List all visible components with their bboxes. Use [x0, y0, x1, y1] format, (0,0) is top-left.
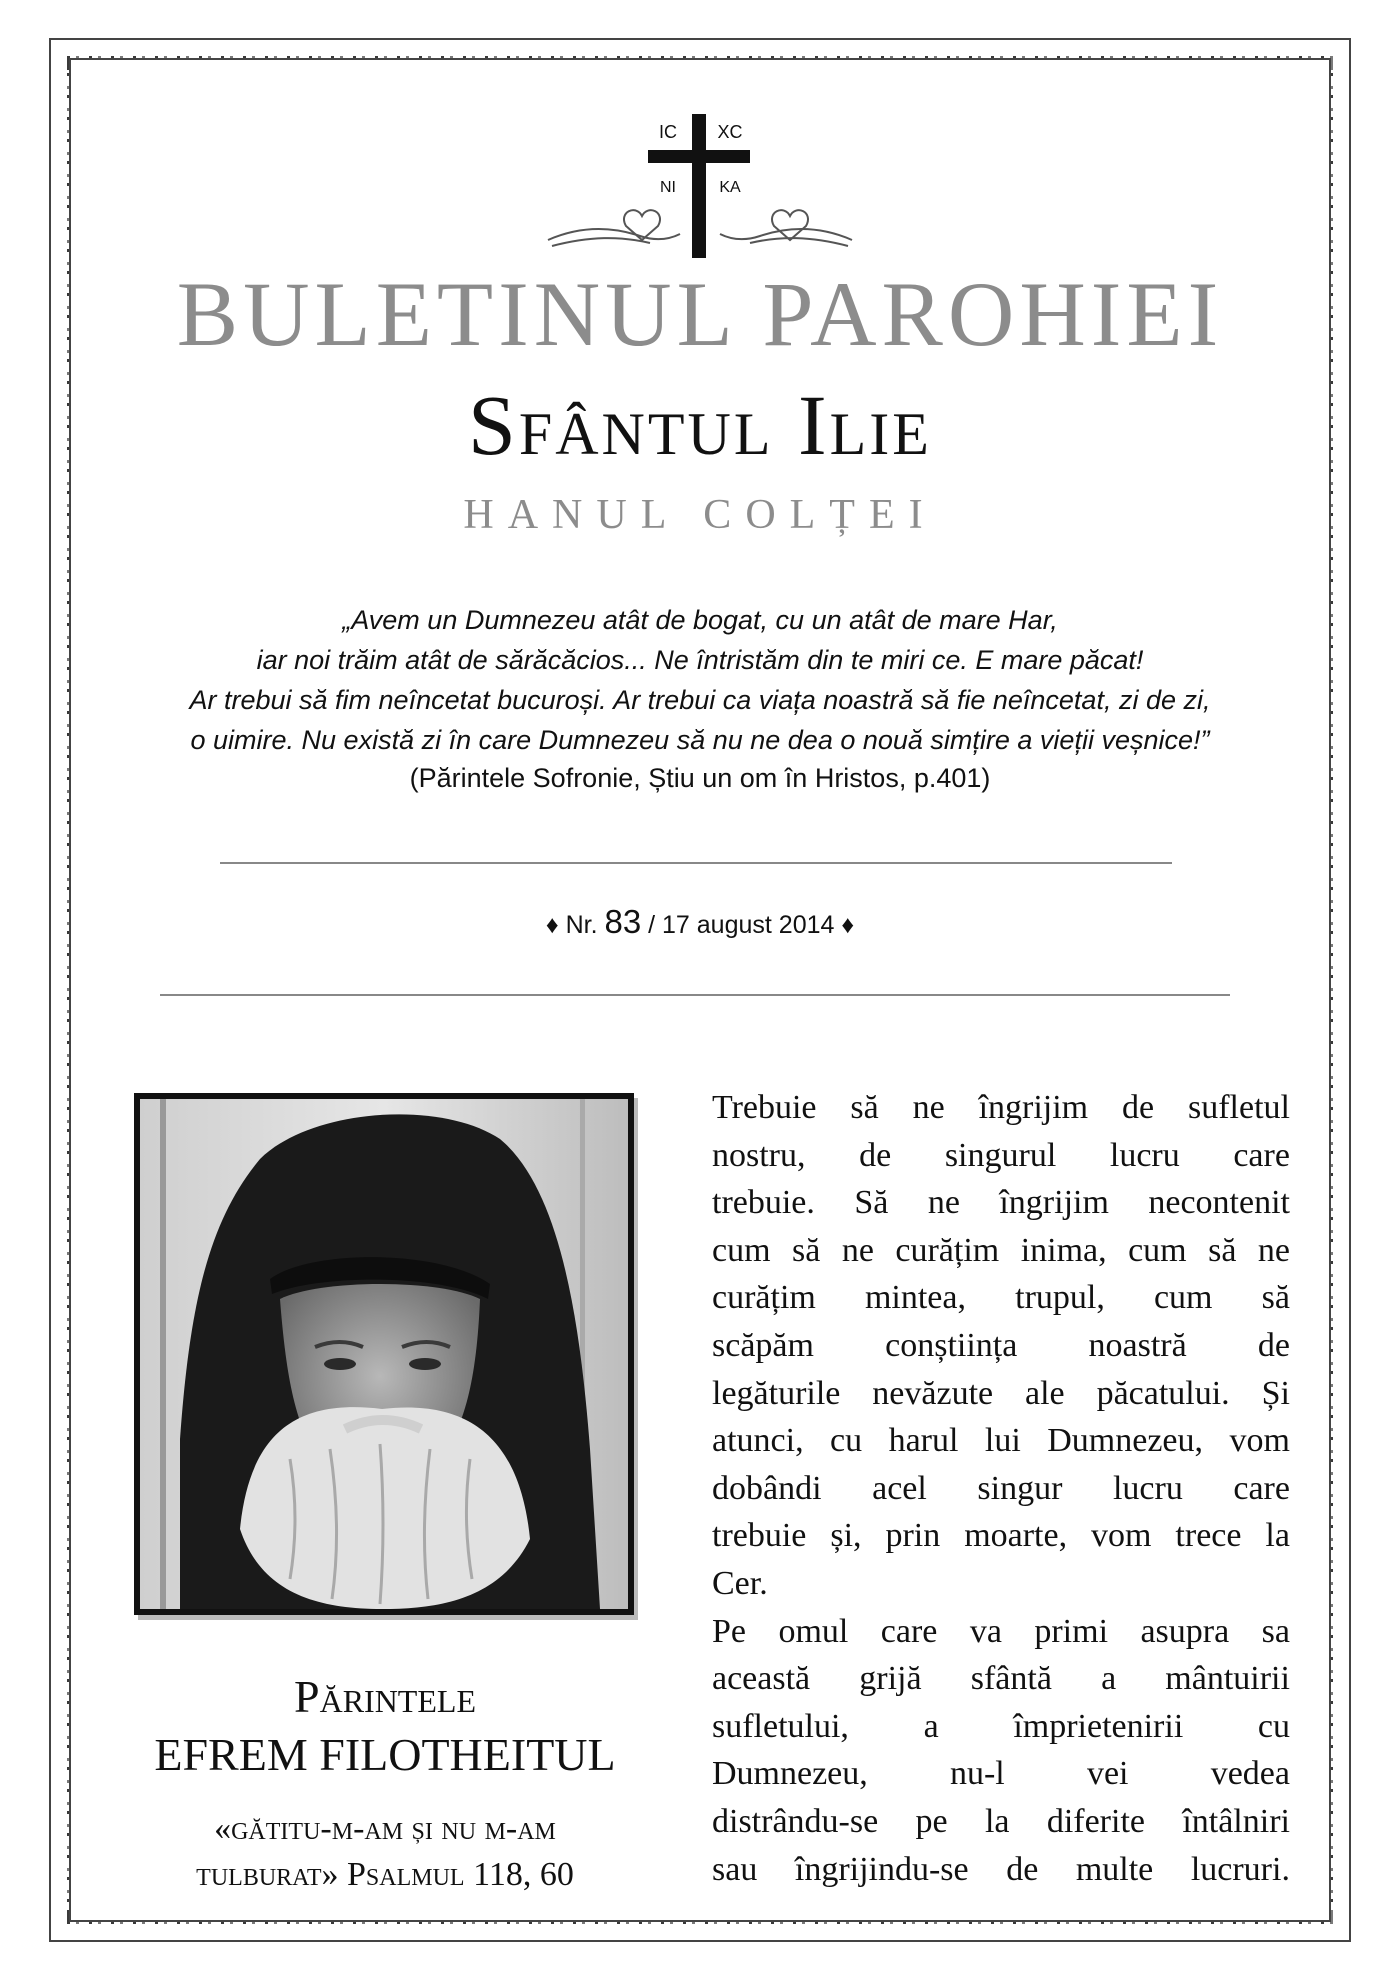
text-line: scăpăm conștiința noastră de	[712, 1326, 1290, 1364]
issue-prefix: ♦ Nr.	[545, 911, 605, 939]
emblem-ka: KA	[719, 179, 741, 196]
text-line: curățim mintea, trupul, cum să	[712, 1279, 1290, 1317]
text-line: distrându-se pe la diferite întâlniri	[712, 1802, 1290, 1840]
text-line: Cer.	[712, 1564, 768, 1602]
text-line: trebuie. Să ne îngrijim necontenit	[712, 1184, 1290, 1222]
quote-citation: (Părintele Sofronie, Știu un om în Hristos, p.401)	[409, 763, 991, 793]
text-line: legăturile nevăzute ale păcatului. Și	[712, 1374, 1290, 1412]
quote-line: „Avem un Dumnezeu atât de bogat, cu un atât de mare Har,	[342, 605, 1058, 635]
quote-line: o uimire. Nu există zi în care Dumnezeu să nu ne dea o nouă simțire a vieții veșnice!”	[190, 725, 1210, 755]
article-body	[712, 1084, 1290, 1893]
text-line: nostru, de singurul lucru care	[712, 1136, 1290, 1174]
issue-date: / 17 august 2014 ♦	[641, 911, 855, 939]
bulletin-title: BULETINUL PAROHIEI	[176, 263, 1224, 365]
caption-line: Părintele	[294, 1671, 476, 1722]
emblem-ic: IC	[659, 122, 677, 142]
text-line: sau îngrijindu-se de multe lucruri.	[712, 1850, 1290, 1888]
quote-line: iar noi trăim atât de sărăcăcios... Ne întristăm din te miri ce. E mare păcat!	[256, 645, 1144, 675]
opening-quote	[80, 600, 1320, 760]
text-line: această grijă sfântă a mântuirii	[712, 1660, 1290, 1698]
elder-portrait-photo	[134, 1093, 634, 1615]
caption-line: tulburat» Psalmul 118, 60	[196, 1856, 574, 1893]
psalm-caption	[120, 1806, 650, 1898]
emblem-xc: XC	[717, 122, 743, 142]
issue-number: 83	[604, 903, 642, 940]
quote-line: Ar trebui să fim neîncetat bucuroși. Ar trebui ca viața noastră să fie neîncetat, zi de zi,	[189, 685, 1211, 715]
parish-location: HANUL COLȚEI	[463, 492, 937, 538]
caption-line: «gătitu-m-am și nu m-am	[214, 1810, 556, 1847]
text-line: Trebuie să ne îngrijim de sufletul	[712, 1089, 1290, 1126]
emblem-ni: NI	[660, 179, 676, 196]
text-line: cum să ne curățim inima, cum să ne	[712, 1231, 1290, 1269]
portrait-image	[140, 1099, 628, 1609]
issue-info	[0, 902, 1400, 945]
text-line: Pe omul care va primi asupra sa	[712, 1612, 1290, 1650]
elder-name-caption	[120, 1668, 650, 1784]
text-line: dobândi acel singur lucru care	[712, 1469, 1290, 1507]
divider-bottom	[160, 994, 1230, 996]
divider-top	[220, 862, 1172, 864]
caption-line: EFREM FILOTHEITUL	[154, 1729, 616, 1780]
parish-name: Sfântul Ilie	[468, 377, 932, 473]
cross-emblem-icon	[540, 108, 860, 258]
text-line: atunci, cu harul lui Dumnezeu, vom	[712, 1422, 1290, 1460]
text-line: trebuie și, prin moarte, vom trece la	[712, 1517, 1290, 1555]
text-line: Dumnezeu, nu-l vei vedea	[712, 1755, 1290, 1793]
text-line: sufletului, a împrietenirii cu	[712, 1707, 1290, 1745]
